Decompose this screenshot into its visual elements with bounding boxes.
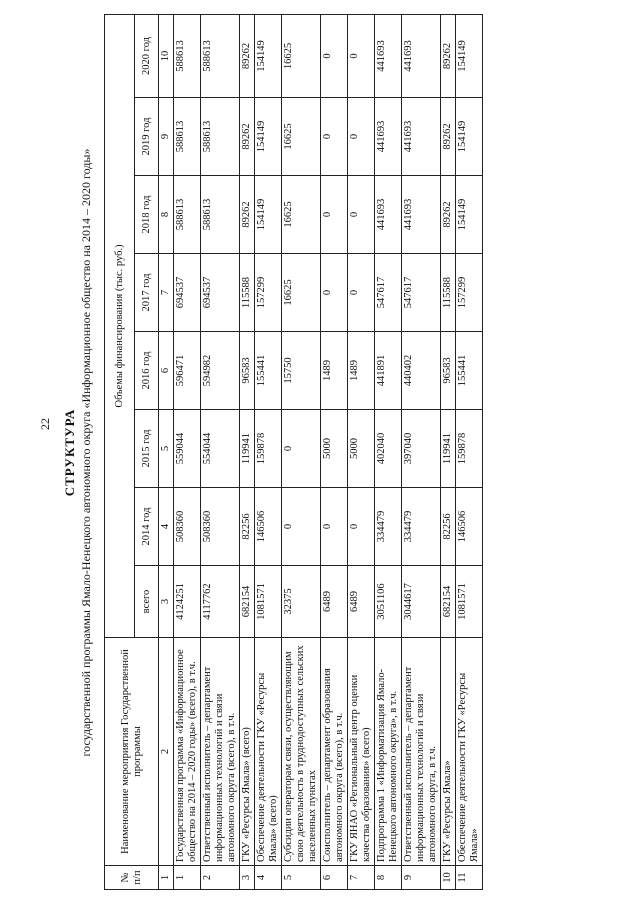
row-value: 4117762	[201, 566, 240, 638]
row-value: 3051106	[375, 566, 402, 638]
column-number: 1	[159, 866, 174, 890]
row-number: 3	[240, 866, 255, 890]
row-value: 0	[321, 176, 348, 254]
row-value: 115588	[441, 254, 456, 332]
row-value: 16625	[282, 254, 321, 332]
row-value: 441693	[402, 176, 441, 254]
row-value: 0	[321, 98, 348, 176]
row-value: 547617	[402, 254, 441, 332]
row-value: 588613	[174, 98, 201, 176]
column-number: 9	[159, 98, 174, 176]
row-value: 0	[282, 488, 321, 566]
row-value: 154149	[255, 14, 282, 97]
row-value: 5000	[321, 410, 348, 488]
title-block	[62, 15, 94, 890]
row-value: 16625	[282, 98, 321, 176]
row-value: 1081571	[456, 566, 483, 638]
header-financing: Объемы финансирования (тыс. руб.)	[105, 14, 135, 637]
row-value: 89262	[441, 98, 456, 176]
row-value: 155441	[456, 332, 483, 410]
header-year: 2019 год	[135, 98, 159, 176]
row-value: 16625	[282, 14, 321, 97]
table-row	[255, 14, 282, 889]
header-row	[105, 14, 135, 889]
row-value: 159878	[456, 410, 483, 488]
row-value: 508360	[174, 488, 201, 566]
column-number: 8	[159, 176, 174, 254]
row-value: 96583	[441, 332, 456, 410]
row-name: Ответственный исполнитель – департамент информационных технологий и связи автономного округа (всего), в т.ч.	[201, 638, 240, 866]
row-value: 15750	[282, 332, 321, 410]
column-number: 6	[159, 332, 174, 410]
row-value: 82256	[441, 488, 456, 566]
row-value: 89262	[240, 98, 255, 176]
row-value: 89262	[240, 176, 255, 254]
row-name: Подпрограмма 1 «Информатизация Ямало-Ненецкого автономного округа», в т.ч.	[375, 638, 402, 866]
column-number: 3	[159, 566, 174, 638]
row-value: 154149	[456, 98, 483, 176]
row-value: 154149	[255, 98, 282, 176]
row-value: 334479	[375, 488, 402, 566]
row-value: 16625	[282, 176, 321, 254]
row-value: 119941	[240, 410, 255, 488]
header-total: всего	[135, 566, 159, 638]
row-value: 4124251	[174, 566, 201, 638]
row-value: 397040	[402, 410, 441, 488]
row-name: Обеспечение деятельности ГКУ «Ресурсы Ямала» (всего)	[255, 638, 282, 866]
row-value: 441693	[375, 98, 402, 176]
table-row	[240, 14, 255, 889]
row-number: 7	[348, 866, 375, 890]
row-value: 508360	[201, 488, 240, 566]
column-number-row	[159, 14, 174, 889]
row-value: 588613	[201, 14, 240, 97]
row-value: 1489	[348, 332, 375, 410]
row-name: Государственная программа «Информационное общество на 2014 – 2020 годы» (всего), в т.ч.	[174, 638, 201, 866]
header-year: 2017 год	[135, 254, 159, 332]
row-value: 0	[321, 14, 348, 97]
row-value: 119941	[441, 410, 456, 488]
row-value: 5000	[348, 410, 375, 488]
table-row	[375, 14, 402, 889]
page-number: 22	[38, 418, 52, 430]
row-value: 154149	[456, 14, 483, 97]
column-number: 10	[159, 14, 174, 97]
row-value: 0	[348, 488, 375, 566]
row-value: 89262	[240, 14, 255, 97]
header-num: № п/п	[105, 866, 159, 890]
row-value: 89262	[441, 14, 456, 97]
row-name: ГКУ «Ресурсы Ямала»	[441, 638, 456, 866]
row-number: 11	[456, 866, 483, 890]
column-number: 2	[159, 638, 174, 866]
row-number: 5	[282, 866, 321, 890]
row-value: 155441	[255, 332, 282, 410]
row-value: 402040	[375, 410, 402, 488]
row-value: 441693	[375, 14, 402, 97]
row-value: 441891	[375, 332, 402, 410]
row-value: 89262	[441, 176, 456, 254]
table-row	[174, 14, 201, 889]
row-value: 440402	[402, 332, 441, 410]
row-value: 441693	[375, 176, 402, 254]
row-value: 157299	[255, 254, 282, 332]
header-year: 2018 год	[135, 176, 159, 254]
table-row	[402, 14, 441, 889]
row-value: 96583	[240, 332, 255, 410]
row-name: Обеспечение деятельности ГКУ «Ресурсы Ямала»	[456, 638, 483, 866]
row-number: 1	[174, 866, 201, 890]
row-value: 0	[348, 176, 375, 254]
row-value: 1489	[321, 332, 348, 410]
row-name: ГКУ «Ресурсы Ямала» (всего)	[240, 638, 255, 866]
table-row	[321, 14, 348, 889]
row-value: 3044617	[402, 566, 441, 638]
row-value: 0	[348, 254, 375, 332]
row-number: 4	[255, 866, 282, 890]
row-value: 32375	[282, 566, 321, 638]
row-value: 115588	[240, 254, 255, 332]
table-row	[201, 14, 240, 889]
row-value: 0	[321, 488, 348, 566]
row-value: 547617	[375, 254, 402, 332]
header-name: Наименование мероприятия Государственной программы	[105, 638, 159, 866]
row-value: 588613	[174, 176, 201, 254]
row-value: 146506	[456, 488, 483, 566]
row-value: 0	[321, 254, 348, 332]
row-value: 154149	[456, 176, 483, 254]
document-subtitle: государственной программы Ямало-Ненецкого автономного округа «Информационное общество на 2014 – 2020 годы»	[79, 148, 93, 757]
row-value: 694537	[174, 254, 201, 332]
row-name: Ответственный исполнитель – департамент информационных технологий и связи автономного округа, в т.ч.	[402, 638, 441, 866]
row-value: 0	[348, 98, 375, 176]
row-number: 6	[321, 866, 348, 890]
row-value: 1081571	[255, 566, 282, 638]
row-value: 588613	[174, 14, 201, 97]
row-value: 159878	[255, 410, 282, 488]
row-value: 594982	[201, 332, 240, 410]
row-value: 694537	[201, 254, 240, 332]
row-number: 8	[375, 866, 402, 890]
row-value: 588613	[201, 98, 240, 176]
header-year: 2020 год	[135, 14, 159, 97]
column-number: 7	[159, 254, 174, 332]
row-value: 157299	[456, 254, 483, 332]
row-value: 146506	[255, 488, 282, 566]
rotated-page-content	[62, 15, 622, 890]
row-value: 6489	[348, 566, 375, 638]
header-year: 2016 год	[135, 332, 159, 410]
row-value: 554044	[201, 410, 240, 488]
row-value: 82256	[240, 488, 255, 566]
document-title: СТРУКТУРА	[62, 408, 77, 497]
row-number: 9	[402, 866, 441, 890]
column-number: 4	[159, 488, 174, 566]
row-value: 154149	[255, 176, 282, 254]
row-name: Субсидии операторам связи, осуществляющим свою деятельность в труднодоступных сельских населенных пунктах	[282, 638, 321, 866]
header-year: 2014 год	[135, 488, 159, 566]
table-row	[282, 14, 321, 889]
structure-table	[104, 14, 483, 890]
table-row	[456, 14, 483, 889]
row-value: 596471	[174, 332, 201, 410]
row-number: 10	[441, 866, 456, 890]
column-number: 5	[159, 410, 174, 488]
row-value: 0	[282, 410, 321, 488]
row-value: 441693	[402, 14, 441, 97]
table-row	[348, 14, 375, 889]
row-value: 334479	[402, 488, 441, 566]
row-value: 588613	[201, 176, 240, 254]
row-value: 441693	[402, 98, 441, 176]
row-value: 682154	[240, 566, 255, 638]
row-value: 559044	[174, 410, 201, 488]
row-name: ГКУ ЯНАО «Региональный центр оценки качества образования» (всего)	[348, 638, 375, 866]
table-row	[441, 14, 456, 889]
row-value: 0	[348, 14, 375, 97]
row-value: 682154	[441, 566, 456, 638]
row-number: 2	[201, 866, 240, 890]
row-name: Соисполнитель – департамент образования автономного округа (всего), в т.ч.	[321, 638, 348, 866]
header-year: 2015 год	[135, 410, 159, 488]
row-value: 6489	[321, 566, 348, 638]
